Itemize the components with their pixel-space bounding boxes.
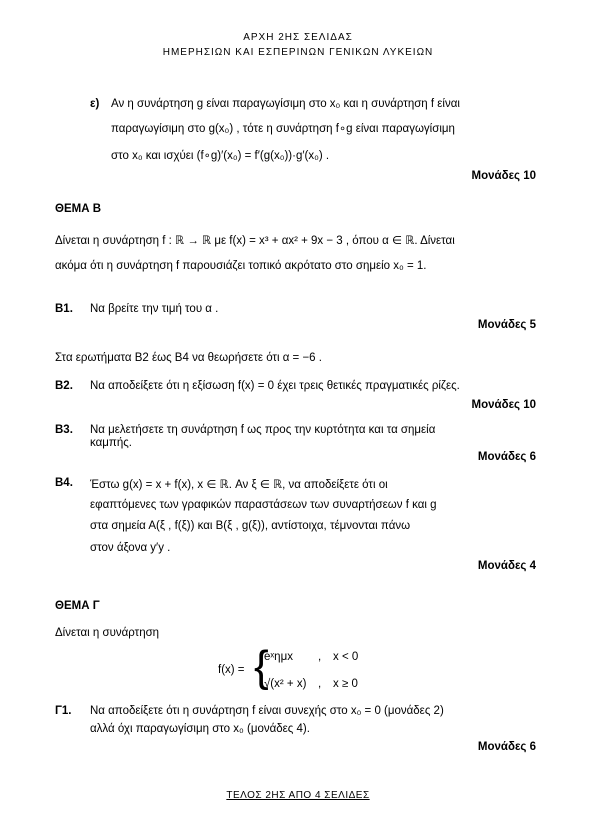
b3-line2: καμπής. bbox=[90, 437, 132, 449]
item-e-line1: Αν η συνάρτηση g είναι παραγωγίσιμη στο x₀ και η συνάρτηση f είναι bbox=[111, 98, 460, 110]
page-footer-text: ΤΕΛΟΣ 2ΗΣ ΑΠΟ 4 ΣΕΛΙΔΕΣ bbox=[226, 790, 370, 801]
theme-b-intro-line1: Δίνεται η συνάρτηση f : ℝ → ℝ με f(x) = x³ + αx² + 9x − 3 , όπου α ∈ ℝ. Δίνεται bbox=[55, 235, 455, 247]
b4-line4: στον άξονα y′y . bbox=[90, 542, 171, 554]
case1-condition: x < 0 bbox=[333, 651, 359, 663]
b3-marks: Μονάδες 6 bbox=[477, 451, 536, 463]
case2-comma: , bbox=[318, 678, 322, 690]
c1-line1: Να αποδείξετε ότι η συνάρτηση f είναι συνεχής στο x₀ = 0 (μονάδες 2) bbox=[90, 705, 444, 717]
b1-marks: Μονάδες 5 bbox=[477, 319, 536, 331]
b4-line2: εφαπτόμενες των γραφικών παραστάσεων των συναρτήσεων f και g bbox=[90, 499, 437, 511]
c1-label: Γ1. bbox=[55, 705, 72, 717]
item-e-marks: Μονάδες 10 bbox=[471, 170, 536, 182]
b1-text: Να βρείτε την τιμή του α . bbox=[90, 303, 219, 315]
page-footer bbox=[0, 790, 596, 801]
item-e-line3: στο x₀ και ισχύει (f∘g)′(x₀) = f′(g(x₀))·g′(x₀) . bbox=[111, 150, 330, 162]
case2-expression: √(x² + x) bbox=[264, 678, 307, 690]
b2-label: Β2. bbox=[55, 380, 73, 392]
b4-line1: Έστω g(x) = x + f(x), x ∈ ℝ. Αν ξ ∈ ℝ, να αποδείξετε ότι οι bbox=[90, 479, 388, 491]
page-header-subtitle: ΗΜΕΡΗΣΙΩΝ ΚΑΙ ΕΣΠΕΡΙΝΩΝ ΓΕΝΙΚΩΝ ΛΥΚΕΙΩΝ bbox=[162, 47, 434, 58]
case1-expression: eˣημx bbox=[264, 651, 293, 663]
item-e-label: ε) bbox=[90, 98, 100, 110]
case1-comma: , bbox=[318, 651, 322, 663]
b2-text: Να αποδείξετε ότι η εξίσωση f(x) = 0 έχει τρεις θετικές πραγματικές ρίζες. bbox=[90, 380, 460, 392]
b3-line1: Να μελετήσετε τη συνάρτηση f ως προς την κυρτότητα και τα σημεία bbox=[90, 424, 436, 436]
page-header-top: ΑΡΧΗ 2ΗΣ ΣΕΛΙΔΑΣ bbox=[243, 32, 353, 43]
theme-c-intro: Δίνεται η συνάρτηση bbox=[55, 627, 160, 639]
c1-marks: Μονάδες 6 bbox=[477, 741, 536, 753]
b4-label: Β4. bbox=[55, 477, 73, 489]
b2-marks: Μονάδες 10 bbox=[471, 399, 536, 411]
c1-line2: αλλά όχι παραγωγίσιμη στο x₀ (μονάδες 4). bbox=[90, 723, 310, 735]
theme-b-intro-line2: ακόμα ότι η συνάρτηση f παρουσιάζει τοπικό ακρότατο στο σημείο x₀ = 1. bbox=[55, 260, 427, 272]
theme-b-title: ΘΕΜΑ Β bbox=[55, 203, 101, 215]
b4-line3: στα σημεία Α(ξ , f(ξ)) και Β(ξ , g(ξ)), αντίστοιχα, τέμνονται πάνω bbox=[90, 520, 411, 532]
case2-condition: x ≥ 0 bbox=[333, 678, 358, 690]
b3-label: Β3. bbox=[55, 424, 73, 436]
item-e-line2: παραγωγίσιμη στο g(x₀) , τότε η συνάρτηση f∘g είναι παραγωγίσιμη bbox=[111, 123, 455, 135]
theme-c-title: ΘΕΜΑ Γ bbox=[55, 600, 100, 612]
piecewise-brace: { bbox=[254, 642, 269, 691]
b-assumption: Στα ερωτήματα Β2 έως Β4 να θεωρήσετε ότι α = −6 . bbox=[55, 352, 322, 364]
function-lhs: f(x) = bbox=[218, 664, 245, 676]
b4-marks: Μονάδες 4 bbox=[477, 560, 536, 572]
b1-label: Β1. bbox=[55, 303, 73, 315]
